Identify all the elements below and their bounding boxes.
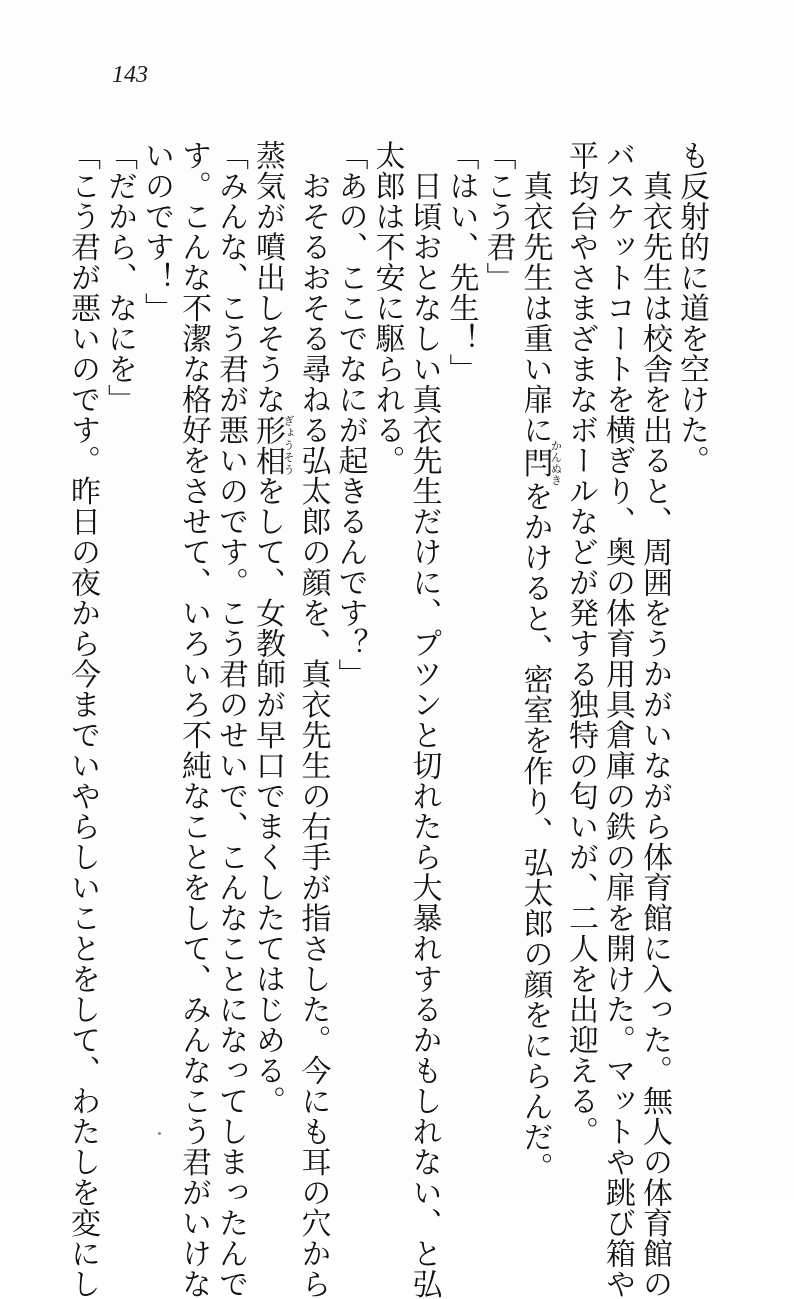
text-line-8: 日頃おとなしい真衣先生だけに、プツンと切れたら大暴れするかもしれない、と弘 [406, 140, 442, 1299]
page-number: 143 [112, 62, 148, 88]
text-line-10: 「あの、ここでなにが起きるんです？」 [332, 140, 368, 689]
ruby-kannuki-base: 閂 [517, 440, 553, 486]
ruby-gyousou [250, 414, 295, 476]
vertical-text-body [65, 140, 710, 1299]
text-line-9: 太郎は不安に駆られる。 [369, 140, 405, 476]
text-line-12 [249, 140, 295, 1116]
text-line-5-end: をかけると、密室を作り、弘太郎の顔をにらんだ。 [517, 481, 553, 1183]
text-line-14: す。こんな不潔な格好をさせて、いろいろ不純なことをして、みんなこう君がいけな [176, 140, 211, 1299]
text-line-13: 「みんな、こう君が悪いのです。こう君のせいで、こんなことになってしまったんで [213, 140, 248, 1299]
text-line-12-start: 蒸気が噴出しそうな [250, 140, 285, 415]
text-line-5-start: 真衣先生は重い扉に [517, 140, 553, 445]
text-line-6: 「こう君」 [480, 140, 516, 293]
ruby-kannuki [517, 440, 563, 486]
text-line-2: 真衣先生は校舎を出ると、周囲をうかがいながら体育館に入った。無人の体育館の [637, 140, 672, 1299]
text-line-15: いのです！」 [139, 140, 174, 323]
text-line-1: も反射的に道を空けた。 [674, 140, 709, 476]
text-line-11: おそるおそる尋ねる弘太郎の顔を、真衣先生の右手が指さした。今にも耳の穴から [295, 140, 331, 1299]
text-line-17: 「こう君が悪いのです。昨日の夜から今までいやらしいことをして、わたしを変にし [65, 140, 100, 1299]
text-line-12-end: をして、女教師が早口でまくしたてはじめる。 [250, 475, 285, 1116]
text-line-3: バスケットコートを横ぎり、奥の体育用具倉庫の鉄の扉を開けた。マットや跳び箱や [600, 140, 635, 1299]
text-line-16: 「だから、なにを」 [102, 140, 137, 415]
ruby-kannuki-reading: かんぬき [549, 440, 563, 486]
speck-mark [158, 1132, 161, 1135]
text-line-5 [517, 140, 563, 1183]
text-line-4: 平均台やさまざまなボールなどが発する独特の匂いが、二人を出迎える。 [563, 140, 598, 1147]
text-line-7: 「はい、先生！」 [443, 140, 479, 384]
ruby-gyousou-base: 形相 [250, 414, 285, 476]
ruby-gyousou-reading: ぎょうそう [282, 414, 295, 476]
